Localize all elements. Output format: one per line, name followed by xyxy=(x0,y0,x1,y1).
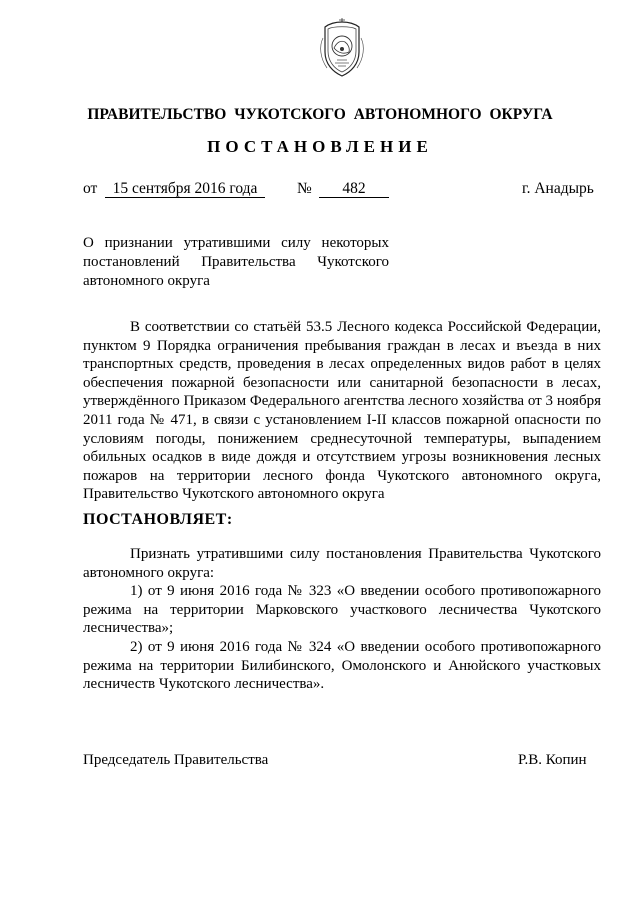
date-prefix: от xyxy=(83,180,98,197)
number-prefix: № xyxy=(297,180,312,197)
decree-date: 15 сентября 2016 года xyxy=(105,180,265,198)
decree-subject: О признании утратившими силу некоторых постановлений Правительства Чукотского автономного округа xyxy=(83,235,389,289)
resolution-intro: Признать утратившими силу постановления Правительства Чукотского автономного округа: xyxy=(83,546,601,581)
number-field-wrapper xyxy=(319,180,389,198)
signatory-position: Председатель Правительства xyxy=(83,752,269,768)
resolution-item: 1) от 9 июня 2016 года № 323 «О введении особого противопожарного режима на территории Марковского участкового лесничества Чукотского лесничества»; xyxy=(83,583,601,637)
preamble-paragraph: В соответствии со статьёй 53.5 Лесного кодекса Российской Федерации, пунктом 9 Порядка ограничения пребывания граждан в лесах и въезда в них транспортных средств, проведения в лесах определенных видов работ в целях обеспечения пожарной безопасности или санитарной безопасности в лесах, утверждённого Приказом Федерального агентства лесного хозяйства от 3 ноября 2011 года № 471, в связи с установлением I-II классов пожарной опасности по условиям погоды, понижением среднесуточной температуры, выпадением обильных осадков в виде дождя и отсутствием угрозы возникновения лесных пожаров на территории лесного фонда Чукотского автономного округа, Правительство Чукотского автономного округа xyxy=(83,319,601,503)
government-title: ПРАВИТЕЛЬСТВО ЧУКОТСКОГО АВТОНОМНОГО ОКРУГА xyxy=(87,106,553,123)
resolves-heading: ПОСТАНОВЛЯЕТ: xyxy=(83,511,233,528)
date-field-wrapper xyxy=(105,180,265,198)
city: г. Анадырь xyxy=(522,180,594,197)
resolution-item: 2) от 9 июня 2016 года № 324 «О введении особого противопожарного режима на территории Билибинского, Омолонского и Анюйского участковых лесничеств Чукотского лесничества». xyxy=(83,638,601,693)
coat-of-arms-icon xyxy=(315,18,369,80)
resolution-body xyxy=(83,545,601,694)
decree-number: 482 xyxy=(319,180,389,198)
signatory-name: Р.В. Копин xyxy=(518,752,587,768)
decree-title: ПОСТАНОВЛЕНИЕ xyxy=(207,137,433,156)
